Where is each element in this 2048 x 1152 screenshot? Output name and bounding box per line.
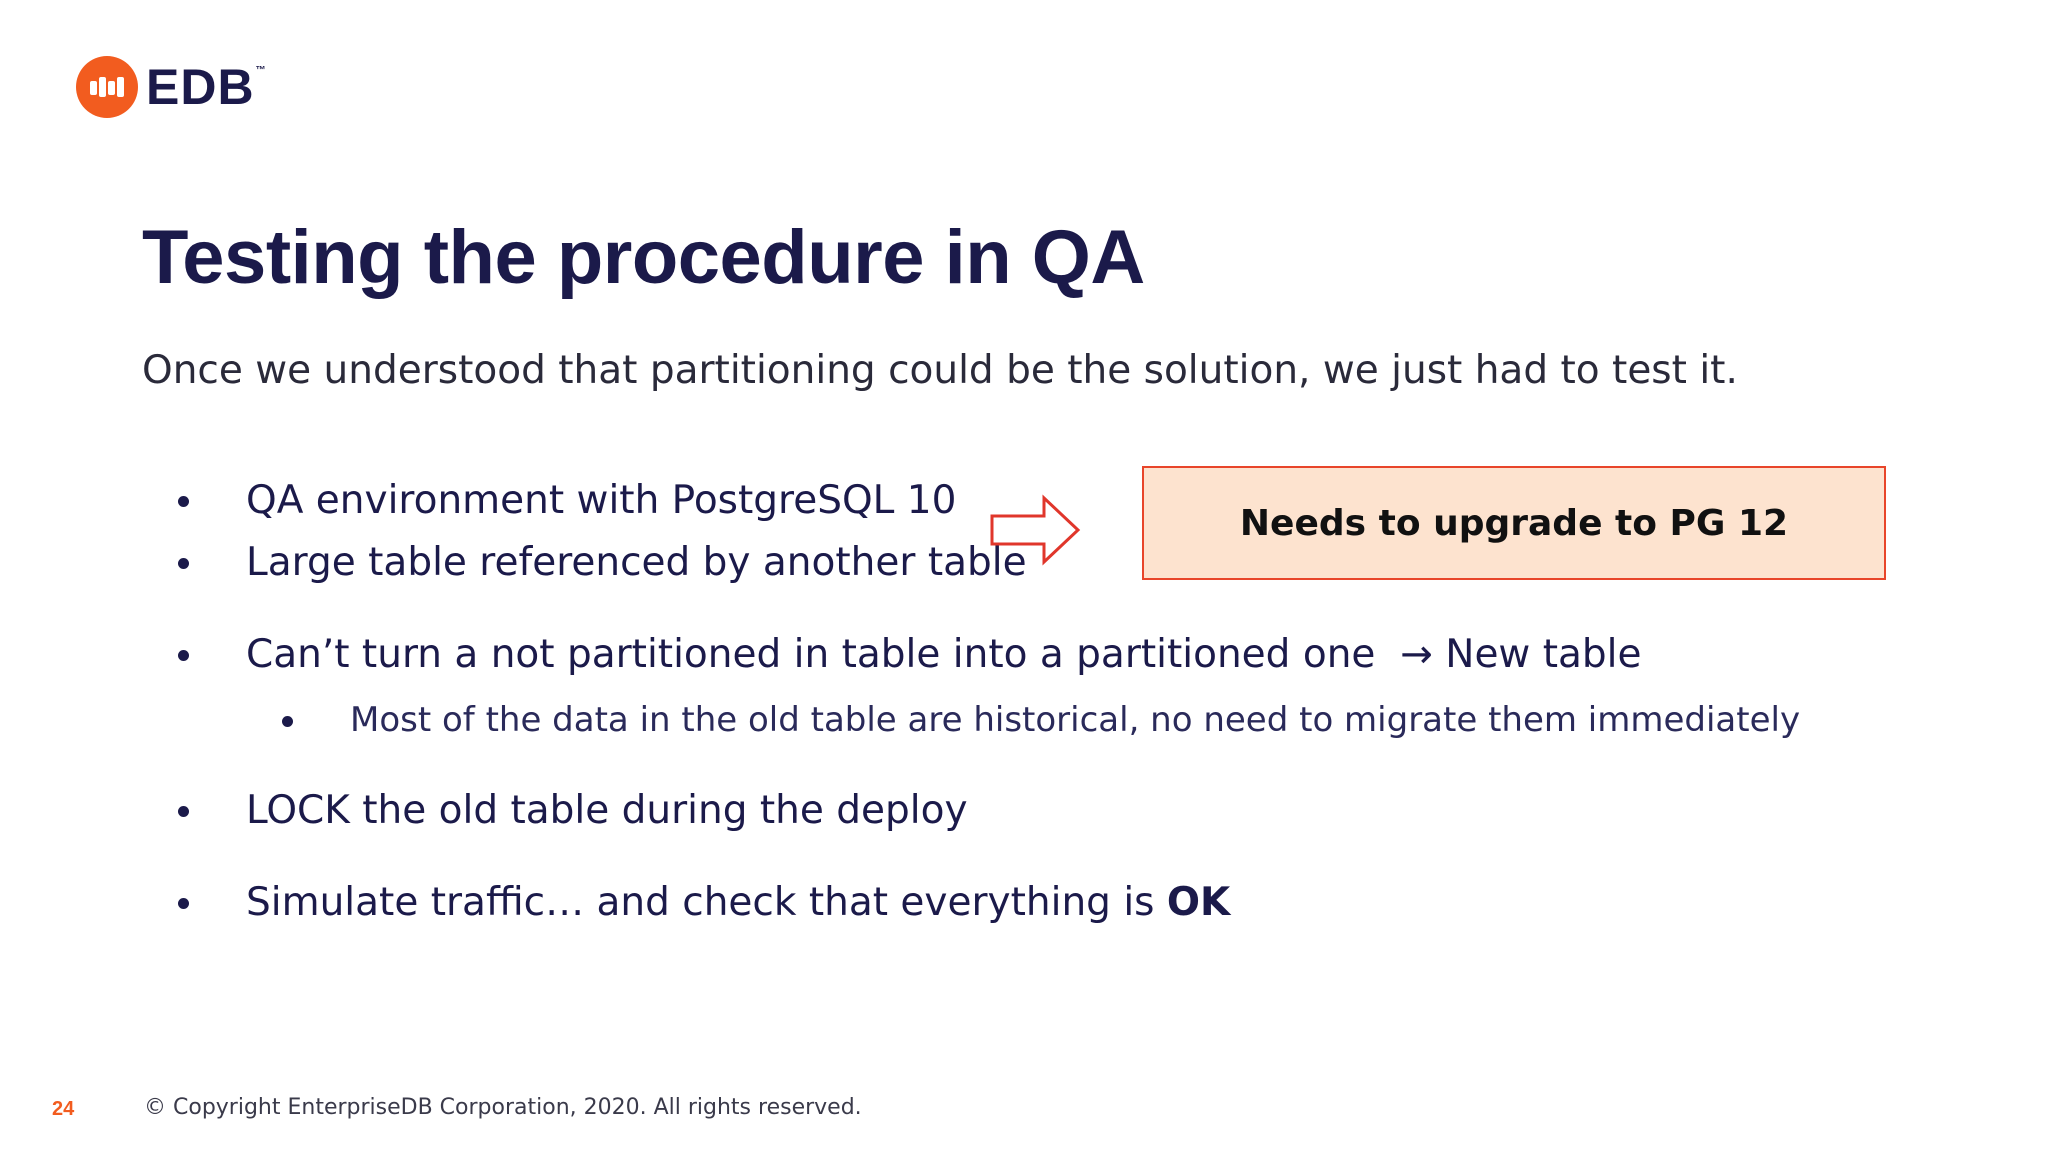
bullet-dot-icon — [178, 650, 189, 661]
page-number: 24 — [52, 1098, 75, 1120]
bullet-dot-icon — [282, 716, 293, 727]
bullet-text: Large table referenced by another table — [246, 540, 1027, 585]
upgrade-callout-box — [1142, 466, 1886, 580]
bullet-text-prefix: Simulate traffic… and check that everything is — [246, 880, 1167, 925]
bullet-text: QA environment with PostgreSQL 10 — [246, 478, 957, 523]
slide-subtitle: Once we understood that partitioning could be the solution, we just had to test it. — [142, 348, 1738, 393]
bullet-text: Can’t turn a not partitioned in table into a partitioned one → New table — [246, 632, 1642, 677]
edb-logo-text: EDB™ — [146, 59, 267, 115]
bullet-text: Most of the data in the old table are historical, no need to migrate them immediately — [350, 700, 1801, 740]
copyright-notice: © Copyright EnterpriseDB Corporation, 2020. All rights reserved. — [144, 1095, 862, 1120]
right-arrow-icon — [990, 494, 1082, 566]
bullet-text: LOCK the old table during the deploy — [246, 788, 968, 833]
edb-logo-mark-icon — [76, 56, 138, 118]
edb-logo — [76, 56, 267, 118]
bullet-dot-icon — [178, 496, 189, 507]
bullet-dot-icon — [178, 806, 189, 817]
trademark-symbol: ™ — [255, 65, 267, 76]
slide-title: Testing the procedure in QA — [142, 215, 1145, 300]
ok-emphasis: OK — [1166, 880, 1231, 925]
bullet-dot-icon — [178, 898, 189, 909]
bullet-text — [246, 880, 1230, 925]
callout-text: Needs to upgrade to PG 12 — [1239, 502, 1789, 544]
bullet-dot-icon — [178, 558, 189, 569]
